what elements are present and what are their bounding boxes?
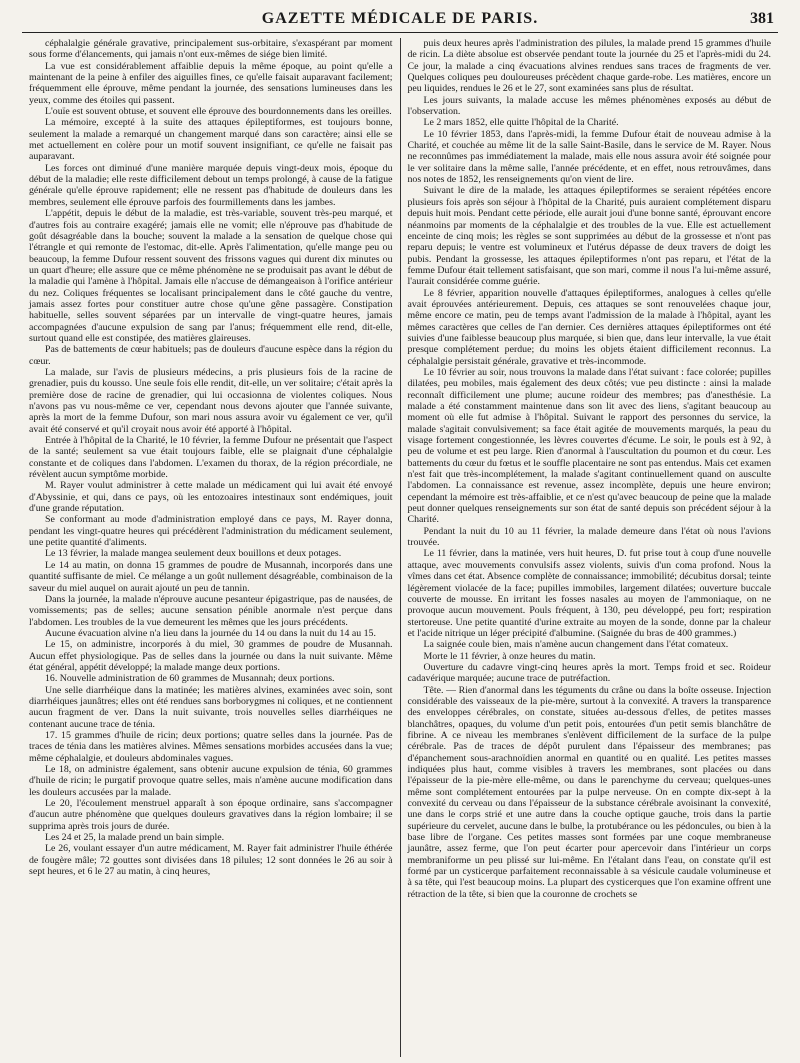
- paragraph: Aucune évacuation alvine n'a lieu dans la journée du 14 ou dans la nuit du 14 au 15.: [45, 627, 376, 639]
- paragraph: puis deux heures après l'administration des pilules, la malade prend 15 grammes d'huile de ricin. La diète absolue est observée pendant toute la journée du 25 et l'après-midi du 24. Ce jour, la malade a cinq évacuations alvines rendues sans traces de fragments de ver. Quelques coliques peu douloureuses précèdent chaque garde-robe. Les matières, encore un peu liquides, rendues le 26 et le 27, sont examinées sans plus de résultat.: [407, 38, 771, 95]
- paragraph: La saignée coule bien, mais n'amène aucun changement dans l'état comateux.: [423, 639, 729, 651]
- page-number: 381: [750, 10, 774, 27]
- paragraph: Le 10 février au soir, nous trouvons la malade dans l'état suivant : face colorée; pupilles dilatées, peu mobiles, mais également des deux côtés; vue peu distincte : ainsi la malade reconnaît difficilement une plume; aucune roideur des membres; pas d'anesthésie. La malade a été constamment maintenue dans son lit avec des liens, s'agitant beaucoup au moment où elle fut admise à l'hôpital. Suivant le rapport des personnes du service, la malade s'agitait convulsivement; sa face était agitée de mouvements marqués, la peau du visage fortement congestionnée, les lèvres couvertes d'écume. Le soir, le pouls est à 92, à peu de volume et est peu large. Rien d'anormal à l'auscultation du poumon et du cœur. Les battements du cœur du fœtus et le souffle placentaire ne sont pas entendus. Mais cet examen n'est fait que très-incomplétement, la malade s'agitant continuellement quand on ausculte l'abdomen. La connaissance est revenue, assez incomplète, depuis une heure environ; cependant la mémoire est très-affaiblie, et ce n'est qu'avec beaucoup de peine que la malade peut donner quelques renseignements sur son état de santé depuis son précédent séjour à la Charité.: [407, 366, 771, 526]
- paragraph: Les 24 et 25, la malade prend un bain simple.: [45, 832, 225, 844]
- paragraph: Ouverture du cadavre vingt-cinq heures après la mort. Temps froid et sec. Roideur cadavérique marquée; aucune trace de putréfaction.: [407, 661, 771, 685]
- paragraph: L'ouïe est souvent obtuse, et souvent elle éprouve des bourdonnements dans les oreilles.: [45, 106, 392, 118]
- paragraph: Une selle diarrhéique dans la matinée; les matières alvines, examinées avec soin, sont diarrhéiques jaunâtres; elles ont été rendues sans borborygmes ni coliques, et ne contiennent aucun fragment de ver. Dans la nuit suivante, trois nouvelles selles diarrhéiques ne contenant aucune trace de ténia.: [29, 684, 393, 730]
- paragraph: Pas de battements de cœur habituels; pas de douleurs d'aucune espèce dans la région du cœur.: [29, 344, 393, 367]
- paragraph: 16. Nouvelle administration de 60 grammes de Musannah; deux portions.: [45, 673, 335, 685]
- journal-title: GAZETTE MÉDICALE DE PARIS.: [261, 10, 539, 27]
- paragraph: L'appétit, depuis le début de la maladie, est très-variable, souvent très-peu marqué, et d'autres fois au contraire exagéré; jamais elle ne vomit; elle n'éprouve pas d'habitude de goût désagréable dans la bouche; souvent la malade a la sensation de quelque chose qui l'étrangle et qui remonte de l'estomac, dit-elle. Après l'alimentation, qu'elle mange peu ou beaucoup, la femme Dufour ressent souvent des frissons vagues qui durent dix minutes ou un quart d'heure; elle assure que ce même phénomène ne se produisait pas avant le début de la maladie qui l'amène à l'hôpital. Jamais elle n'accuse de démangeaison à l'orifice antérieur du nez. Coliques fréquentes se localisant principalement dans le côté gauche du ventre, jamais assez fortes pour constituer autre chose qu'une gêne passagère. Constipation habituelle, selles souvent séparées par un intervalle de vingt-quatre heures, jamais accompagnées d'aucune expulsion de sang par l'anus; fréquemment elle rend, dit-elle, surtout quand elle est constipée, des matières glaireuses.: [29, 208, 393, 344]
- paragraph: Le 26, voulant essayer d'un autre médicament, M. Rayer fait administrer l'huile éthérée de fougère mâle; 72 gouttes sont divisées dans 18 pilules; 12 sont données le 26 au soir à sept heures, et 6 le 27 au matin, à cinq heures,: [29, 843, 393, 878]
- paragraph: Le 10 février 1853, dans l'après-midi, la femme Dufour était de nouveau admise à la Charité, et couchée au même lit de la salle Saint-Basile, dans le service de M. Rayer. Nous ne reconnûmes pas immédiatement la malade, mais elle nous assura avoir été soignée pour le ver solitaire dans la même salle, l'année précédente, et en effet, nous retrouvâmes, dans nos notes de 1852, les renseignements qu'on vient de lire.: [407, 128, 771, 186]
- paragraph: Suivant le dire de la malade, les attaques épileptiformes se seraient répétées encore plusieurs fois après son séjour à l'hôpital de la Charité, puis auraient complétement disparu depuis huit mois. Pendant cette période, elle aurait joui d'une bonne santé, éprouvant encore néanmoins par moments de la céphalalgie et des troubles de la vue. Elle est actuellement enceinte de cinq mois; les règles se sont supprimées au début de la grossesse et n'ont pas reparu depuis; le ventre est volumineux et l'utérus dépasse de deux travers de doigt les pubis. Pendant la grossesse, les attaques épileptiformes n'ont pas reparu, et l'état de la femme Dufour était tellement satisfaisant, que son mari, comme il nous l'a lui-même assuré, l'aurait considérée comme guérie.: [407, 185, 771, 288]
- paragraph: Le 11 février, dans la matinée, vers huit heures, D. fut prise tout à coup d'une nouvelle attaque, avec mouvements convulsifs assez violents, suivis d'un coma profond. Nous la vîmes dans cet état. Absence complète de connaissance; immobilité; décubitus dorsal; teinte légèrement violacée de la face; pupilles immobiles, largement dilatées; ouverture buccale couverte de mousse. En irritant les fosses nasales au moyen de l'ammoniaque, on ne provoque aucun mouvement. Pouls fréquent, à 130, peu développé, peu fort; respiration stertoreuse. Une petite quantité d'urine extraite au moyen de la sonde, donne par la chaleur et l'acide nitrique un léger précipité d'albumine. (Saignée du bras de 400 grammes.): [407, 548, 771, 639]
- paragraph: céphalalgie générale gravative, principalement sus-orbitaire, s'exaspérant par moment sous forme d'élancements, qui jamais n'ont eux-mêmes de siége bien limité.: [29, 38, 393, 61]
- paragraph: Le 15, on administre, incorporés à du miel, 30 grammes de poudre de Musannah. Aucun effet physiologique. Pas de selles dans la journée ou dans la nuit suivante. Même état général, appétit développé; la malade mange deux portions.: [29, 639, 393, 673]
- page-header: [22, 8, 778, 33]
- paragraph: Dans la journée, la malade n'éprouve aucune pesanteur épigastrique, pas de nausées, de vomissements; pas de selles; aucune sensation pénible anormale n'est perçue dans l'abdomen. Les troubles de la vue demeurent les mêmes que les jours précédents.: [29, 593, 393, 628]
- paragraph: Le 20, l'écoulement menstruel apparaît à son époque ordinaire, sans s'accompagner d'aucun autre phénomène que quelques douleurs gravatives dans la région lombaire; il se supprima après trois jours de durée.: [29, 798, 393, 832]
- paragraph: Entrée à l'hôpital de la Charité, le 10 février, la femme Dufour ne présentait que l'aspect de la santé; seulement sa vue était toujours faible, elle se plaignait d'une céphalalgie constante et de coliques dans l'abdomen. L'examen du thorax, de la région précordiale, ne révèlent aucun symptôme morbide.: [29, 435, 393, 481]
- paragraph: Le 18, on administre également, sans obtenir aucune expulsion de ténia, 60 grammes d'huile de ricin; le purgatif provoque quatre selles, mais n'amène aucune modification dans les douleurs accusées par la malade.: [29, 764, 393, 798]
- text-columns: [22, 38, 778, 1057]
- paragraph: Pendant la nuit du 10 au 11 février, la malade demeure dans l'état où nous l'avions trouvée.: [407, 525, 771, 549]
- paragraph: La vue est considérablement affaiblie depuis la même époque, au point qu'elle a maintenant de la peine à enfiler des aiguilles fines, ce qu'elle faisait auparavant facilement; fréquemment elle éprouve, même pendant la journée, des sensations lumineuses dans les yeux, comme des étoiles qui passent.: [29, 60, 393, 106]
- paragraph: Tête. — Rien d'anormal dans les téguments du crâne ou dans la boîte osseuse. Injection considérable des vaisseaux de la pie-mère, surtout à la convexité. A travers la transparence des enveloppes cérébrales, on constate, situées au-dessous d'elles, de petites masses blanchâtres, opaques, du volume d'un petit pois, entourées d'un petit semis blanchâtre de fibrine. A ce niveau les membranes s'enlèvent difficilement de la surface de la pulpe cérébrale. Pas de traces de dépôt purulent dans l'épaisseur des membranes; pas d'épanchement sous-arachnoïdien anormal en quantité ou en qualité. Les petites masses indiquées plus haut, comme visibles à travers les membranes, sont placées ou dans l'épaisseur de la pie-mère elle-même, ou dans le parenchyme du cerveau; quelques-unes même sont complétement entourées par la pulpe nerveuse. On en compte dix-sept à la convexité du cerveau ou dans l'épaisseur de la substance cérébrale avoisinant la convexité, une dans le corps strié et une autre dans la couche optique gauche, trois dans la partie supérieure du cervelet, aucune dans le bulbe, la protubérance ou les pédoncules, ou bien à la base libre de l'organe. Ces petites masses sont formées par une coque membraneuse jaunâtre, assez ferme, que l'on peut écarter pour apercevoir dans l'intérieur un corps membraniforme un peu plissé sur lui-même. En l'étalant dans l'eau, on constate qu'il est formé par un cysticerque parfaitement reconnaissable à sa vésicule caudale volumineuse et à sa tête, qui l'est beaucoup moins. La plupart des cysticerques que l'on examine offrent une rétraction de la tête, si bien que la couronne de crochets se: [407, 684, 771, 900]
- paragraph: Morte le 11 février, à onze heures du matin.: [423, 650, 596, 662]
- paragraph: Se conformant au mode d'administration employé dans ce pays, M. Rayer donna, pendant les vingt-quatre heures qui précédèrent l'administration du médicament seulement, une petite quantité d'aliments.: [29, 514, 393, 549]
- paragraph: Le 14 au matin, on donna 15 grammes de poudre de Musannah, incorporés dans une quantité suffisante de miel. Ce mélange a un goût nullement désagréable, combinaison de la saveur du miel auquel on aurait ajouté un peu de tannin.: [29, 559, 393, 594]
- right-column: [401, 38, 779, 1057]
- paragraph: Les forces ont diminué d'une manière marquée depuis vingt-deux mois, époque du début de la maladie; elle reste difficilement debout un temps prolongé, à cause de la fatigue générale qu'elle éprouve rapidement; elle ne ressent pas d'habitude de douleurs dans les membres, seulement elle éprouve parfois des fourmillements dans les jambes.: [29, 162, 393, 208]
- left-column: [22, 38, 400, 1057]
- paragraph: M. Rayer voulut administrer à cette malade un médicament qui lui avait été envoyé d'Abyssinie, et qui, dans ce pays, où les entozoaires intestinaux sont endémiques, jouit d'une grande réputation.: [29, 480, 393, 515]
- paragraph: Le 2 mars 1852, elle quitte l'hôpital de la Charité.: [423, 117, 619, 129]
- paragraph: La malade, sur l'avis de plusieurs médecins, a pris plusieurs fois de la racine de grenadier, puis du kousso. Une seule fois elle rendit, dit-elle, un ver solitaire; c'était après la première dose de racine de grenadier, qui lui occasionna de violentes coliques. Nous n'avons pas vu nous-même ce ver, cependant nous devons ajouter que l'année suivante, après la mort de la femme Dufour, son mari nous assura avoir vu également ce ver, qu'il avait été conservé et qu'il croyait nous avoir été apporté à l'hôpital.: [29, 366, 393, 435]
- paragraph: Les jours suivants, la malade accuse les mêmes phénomènes exposés au début de l'observation.: [407, 94, 771, 118]
- paragraph: 17. 15 grammes d'huile de ricin; deux portions; quatre selles dans la journée. Pas de traces de ténia dans les matières alvines. Mêmes sensations morbides accusées dans la vue; même céphalalgie, et douleurs abdominales vagues.: [29, 729, 393, 764]
- paragraph: La mémoire, excepté à la suite des attaques épileptiformes, est toujours bonne, seulement la malade a remarqué un changement marqué dans son caractère; ainsi elle se met actuellement en colère pour un motif souvent insignifiant, ce qu'elle ne faisait pas auparavant.: [29, 117, 393, 163]
- paragraph: Le 13 février, la malade mangea seulement deux bouillons et deux potages.: [45, 548, 342, 560]
- paragraph: Le 8 février, apparition nouvelle d'attaques épileptiformes, analogues à celles qu'elle avait éprouvées antérieurement. Depuis, ces attaques se sont renouvelées chaque jour, même encore ce matin, peu de temps avant l'admission de la malade à l'hôpital, ayant les mêmes caractères que celles de l'an dernier. Ces dernières attaques épileptiformes ont été suivies d'une faiblesse beaucoup plus marquée, si bien que, dans leur intervalle, la vue était presque complétement perdue; du moins les objets étaient difficilement reconnus. La céphalalgie persistait générale, gravative et très-incommode.: [407, 287, 771, 367]
